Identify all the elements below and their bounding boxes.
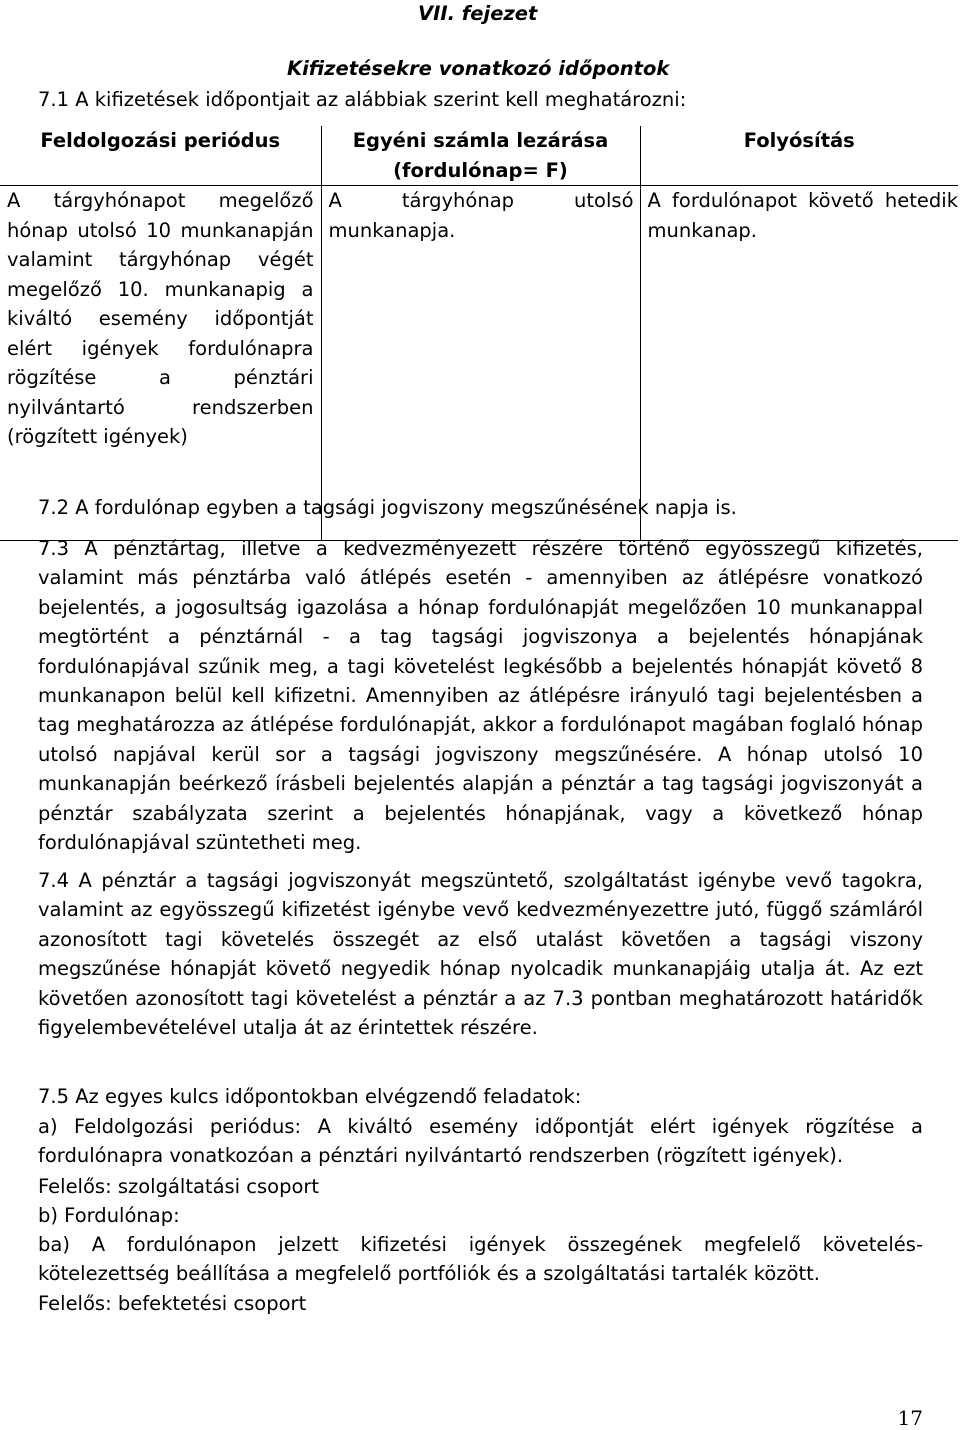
- paragraph-7-2: 7.2 A fordulónap egyben a tagsági jogviszony megszűnésének napja is.: [38, 496, 737, 519]
- chapter-heading: VII. fejezet: [418, 2, 538, 25]
- header-account-closing: Egyéni számla lezárása (fordulónap= F): [321, 126, 640, 186]
- chapter-title: Kifizetésekre vonatkozó időpontok: [287, 57, 670, 80]
- page-number: 17: [897, 1406, 923, 1430]
- intro-line: 7.1 A kifizetések időpontjait az alábbiak szerint kell meghatározni:: [38, 88, 687, 111]
- table-row: [0, 186, 958, 541]
- cell-account-closing: A tárgyhónap utolsó munkanapja.: [321, 186, 640, 541]
- header-processing-period: Feldolgozási periódus: [0, 126, 321, 186]
- table-header-row: [0, 126, 958, 186]
- paragraph-7-5-b: b) Fordulónap:: [38, 1204, 180, 1227]
- header-disbursement: Folyósítás: [640, 126, 958, 186]
- paragraph-7-5-ba-responsible: Felelős: befektetési csoport: [38, 1292, 307, 1315]
- paragraph-7-3: 7.3 A pénztártag, illetve a kedvezményezett részére történő egyösszegű kifizetés, valamint más pénztárba való átlépés esetén - amennyiben az átlépésre vonatkozó bejelentés, a jogosultság igazolása a hónap fordulónapját megelőzően 10 munkanappal megtörtént a pénztárnál - a tag tagsági jogviszonya a bejelentés hónapjának fordulónapjával szűnik meg, a tagi követelést legkésőbb a bejelentés hónapját követő 8 munkanapon belül kell kifizetni. Amennyiben az átlépésre irányuló tagi bejelentésben a tag meghatározza az átlépése fordulónapját, akkor a fordulónapot magában foglaló hónap utolsó napjával kerül sor a tagsági jogviszony megszűnésére. A hónap utolsó 10 munkanapján beérkező írásbeli bejelentés alapján a pénztár a tag tagsági jogviszonyát a pénztár szabályzata szerint a bejelentés hónapjának, vagy a következő hónap fordulónapjával szüntetheti meg.: [38, 537, 923, 855]
- cell-processing-period: A tárgyhónapot megelőző hónap utolsó 10 munkanapján valamint tárgyhónap végét megelőző 10. munkanapig a kiváltó esemény időpontját elért igények fordulónapra rögzítése a pénztári nyilvántartó rendszerben (rögzített igények): [0, 186, 321, 541]
- paragraph-7-5-ba: ba) A fordulónapon jelzett kifizetési igények összegének megfelelő követelés-kötelezettség beállítása a megfelelő portfóliók és a szolgáltatási tartalék között.: [38, 1233, 923, 1286]
- payment-schedule-table: [0, 126, 958, 541]
- cell-disbursement: A fordulónapot követő hetedik munkanap.: [640, 186, 958, 541]
- paragraph-7-4: 7.4 A pénztár a tagsági jogviszonyát megszüntető, szolgáltatást igénybe vevő tagokra, valamint az egyösszegű kifizetést igénybe vevő kedvezményezettre jutó, függő számláról azonosított tagi követelés összegét az első utalást követően a tagsági viszony megszűnése hónapját követő negyedik hónap nyolcadik munkanapjáig utalja át. Az ezt követően azonosított tagi követelést a pénztár a az 7.3 pontban meghatározott határidők figyelembevételével utalja át az érintettek részére.: [38, 869, 923, 1040]
- paragraph-7-5-heading: 7.5 Az egyes kulcs időpontokban elvégzendő feladatok:: [38, 1085, 582, 1108]
- paragraph-7-5-a: a) Feldolgozási periódus: A kiváltó esemény időpontját elért igények rögzítése a fordulónapra vonatkozóan a pénztári nyilvántartó rendszerben (rögzített igények).: [38, 1115, 923, 1168]
- paragraph-7-5-a-responsible: Felelős: szolgáltatási csoport: [38, 1175, 320, 1198]
